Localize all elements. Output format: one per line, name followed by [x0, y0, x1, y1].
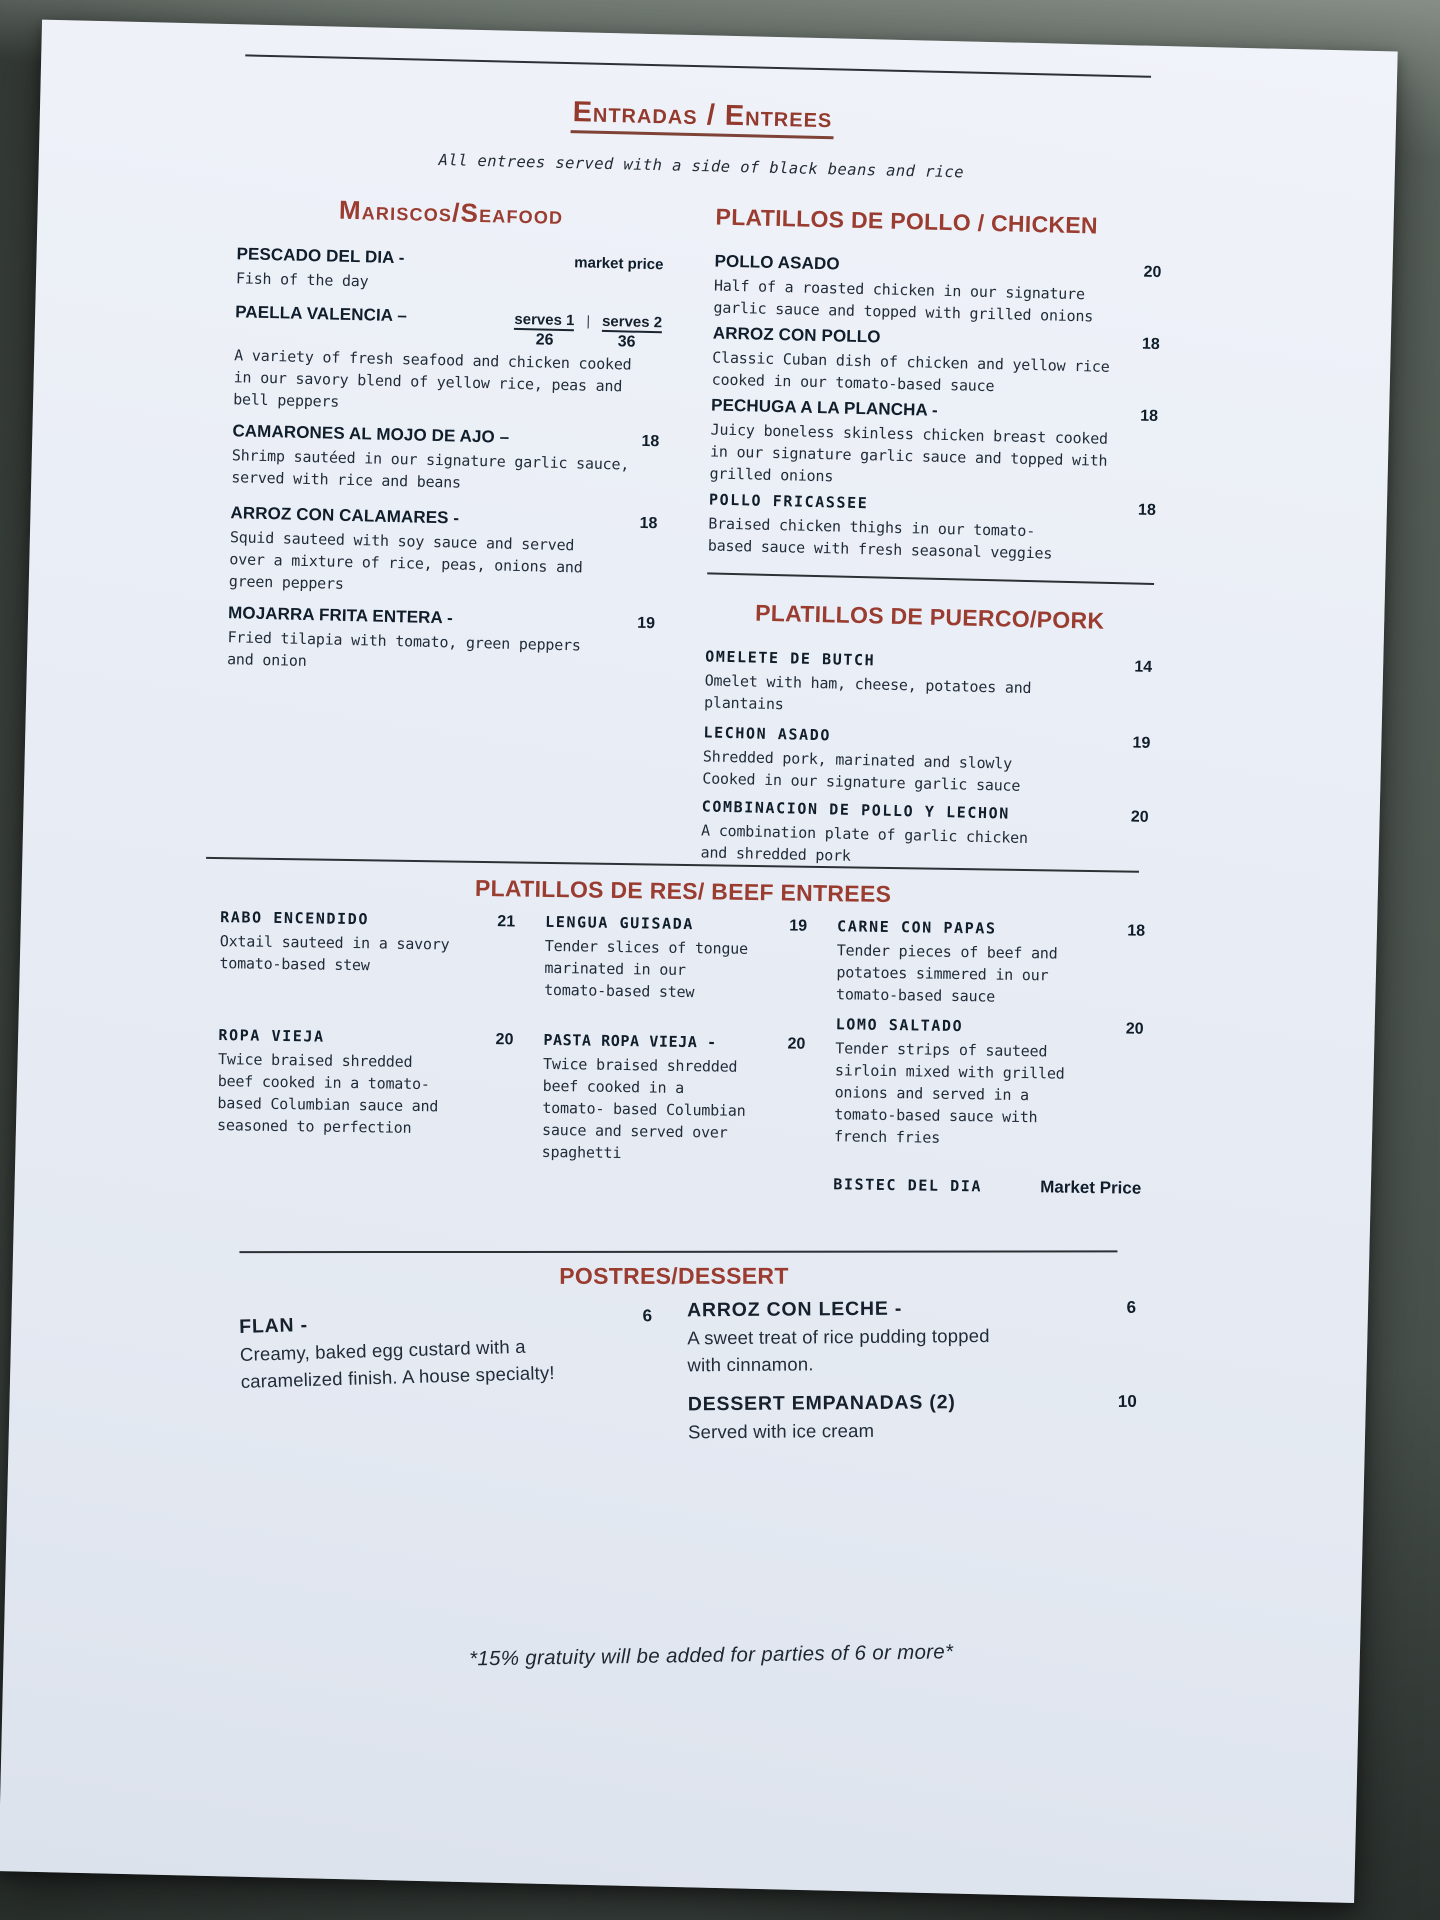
item-description: Tender pieces of beef and potatoes simmered in our tomato-based sauce: [835, 941, 1058, 1006]
item-description: Classic Cuban dish of chicken and yellow rice cooked in our tomato-based sauce: [711, 348, 1110, 396]
item-price: 18: [641, 432, 660, 451]
item-price: 20: [1125, 1020, 1144, 1038]
item-price: 18: [1141, 335, 1160, 354]
menu-page-paper: [0, 20, 1398, 1903]
item-description: Twice braised shredded beef cooked in a tomato- based Columbian sauce and seasoned to perfection: [216, 1050, 439, 1137]
item-description: Shrimp sautéed in our signature garlic sauce, served with rice and beans: [231, 446, 630, 492]
menu-item-dessert-empanadas: [688, 1389, 1137, 1446]
dessert-col-right: [687, 1295, 1137, 1446]
item-name: ROPA VIEJA: [218, 1026, 325, 1046]
page-title: Entradas / Entrees: [570, 96, 835, 139]
item-name: CARNE CON PAPAS: [837, 917, 997, 938]
item-description: Fried tilapia with tomato, green peppers and onion: [226, 628, 581, 671]
item-description: Fish of the day: [235, 269, 369, 291]
section-heading-chicken: PLATILLOS DE POLLO / CHICKEN: [715, 203, 1099, 239]
serves1-price: 26: [535, 331, 554, 349]
menu-item-flan: [239, 1303, 654, 1395]
item-price: 20: [787, 1035, 806, 1053]
section-heading-dessert: POSTRES/DESSERT: [559, 1262, 789, 1289]
item-description: Squid sauteed with soy sauce and served over a mixture of rice, peas, onions and green peppers: [228, 528, 583, 593]
item-price: 21: [497, 913, 516, 931]
dessert-columns: [240, 1296, 1136, 1444]
item-name: OMELETE DE BUTCH: [705, 647, 876, 670]
menu-item-arroz-con-leche: [687, 1295, 1137, 1379]
item-price: Market Price: [1040, 1177, 1142, 1198]
dessert-col-left: [239, 1291, 656, 1450]
item-name: RABO ENCENDIDO: [220, 908, 370, 929]
item-name: ARROZ CON CALAMARES -: [230, 503, 460, 528]
item-description: Shredded pork, marinated and slowly Cooked in our signature garlic sauce: [702, 747, 1021, 795]
item-name: PAELLA VALENCIA –: [235, 302, 408, 326]
item-name: MOJARRA FRITA ENTERA -: [227, 603, 454, 628]
item-description: Twice braised shredded beef cooked in a tomato- based Columbian sauce and served over spaghetti: [541, 1054, 746, 1163]
item-price: 20: [1143, 263, 1162, 282]
item-price: 14: [1134, 658, 1153, 676]
serves2-label: serves 2: [601, 312, 663, 332]
item-price: 20: [495, 1031, 514, 1049]
item-name: LOMO SALTADO: [835, 1015, 964, 1036]
item-name: BISTEC DEL DIA: [833, 1175, 983, 1196]
item-description: Served with ice cream: [687, 1419, 875, 1443]
item-description: Braised chicken thighs in our tomato- based sauce with fresh seasonal veggies: [707, 514, 1053, 563]
serves1-label: serves 1: [514, 310, 575, 330]
item-description: A variety of fresh seafood and chicken cooked in our savory blend of yellow rice, peas and bell peppers: [232, 346, 632, 411]
item-price: 18: [1140, 407, 1159, 426]
item-price: 6: [1126, 1297, 1137, 1317]
item-name: PECHUGA A LA PLANCHA -: [710, 395, 938, 420]
item-description: A sweet treat of rice pudding topped with cinnamon.: [687, 1324, 990, 1376]
dessert-divider: [239, 1250, 1117, 1253]
section-heading-pork: PLATILLOS DE PUERCO/PORK: [754, 599, 1105, 634]
item-name: PASTA ROPA VIEJA -: [543, 1030, 717, 1052]
item-description: Oxtail sauteed in a savory tomato-based stew: [219, 932, 450, 975]
item-name: LECHON ASADO: [703, 723, 832, 745]
item-price: 18: [1137, 501, 1157, 519]
section-heading-seafood: Mariscos/Seafood: [338, 194, 564, 230]
item-name: COMBINACION DE POLLO Y LECHON: [701, 797, 1011, 823]
item-price: 19: [1132, 734, 1151, 752]
page-subtitle: All entrees served with a side of black beans and rice: [438, 150, 965, 182]
serves2-price: 36: [617, 333, 636, 351]
item-name: FLAN -: [238, 1313, 309, 1338]
item-price: 20: [1130, 808, 1149, 826]
item-name: DESSERT EMPANADAS (2): [687, 1391, 956, 1416]
item-description: Omelet with ham, cheese, potatoes and plantains: [703, 671, 1032, 714]
item-name: POLLO ASADO: [714, 251, 840, 274]
section-heading-beef: PLATILLOS DE RES/ BEEF ENTREES: [474, 874, 892, 908]
item-name: ARROZ CON POLLO: [712, 323, 881, 347]
item-name: POLLO FRICASSEE: [708, 490, 869, 513]
item-price: 19: [637, 614, 656, 633]
item-description: Tender strips of sauteed sirloin mixed with grilled onions and served in a tomato-based sauce with french fries: [833, 1039, 1065, 1147]
item-description: Juicy boneless skinless chicken breast cooked in our signature garlic sauce and topped with grilled onions: [709, 420, 1109, 486]
item-description: A combination plate of garlic chicken and shredded pork: [700, 821, 1029, 865]
item-price: 18: [1127, 922, 1146, 940]
item-description: Tender slices of tongue marinated in our tomato-based stew: [544, 936, 749, 1002]
gratuity-note: *15% gratuity will be added for parties of 6 or more*: [468, 1640, 954, 1671]
serves-separator: |: [586, 312, 591, 329]
item-name: CAMARONES AL MOJO DE AJO –: [232, 421, 510, 447]
item-description: Creamy, baked egg custard with a caramelized finish. A house specialty!: [239, 1335, 555, 1392]
item-price: market price: [574, 254, 664, 274]
dessert-section: [10, 34, 1368, 1887]
item-price: 19: [789, 917, 808, 935]
item-description: Half of a roasted chicken in our signature garlic sauce and topped with grilled onions: [713, 276, 1094, 326]
item-price: 10: [1117, 1391, 1137, 1411]
item-price: 6: [642, 1306, 653, 1326]
item-name: PESCADO DEL DIA -: [236, 244, 405, 268]
item-name: LENGUA GUISADA: [545, 912, 695, 934]
item-price: 18: [639, 514, 658, 533]
item-name: ARROZ CON LECHE -: [686, 1297, 903, 1322]
